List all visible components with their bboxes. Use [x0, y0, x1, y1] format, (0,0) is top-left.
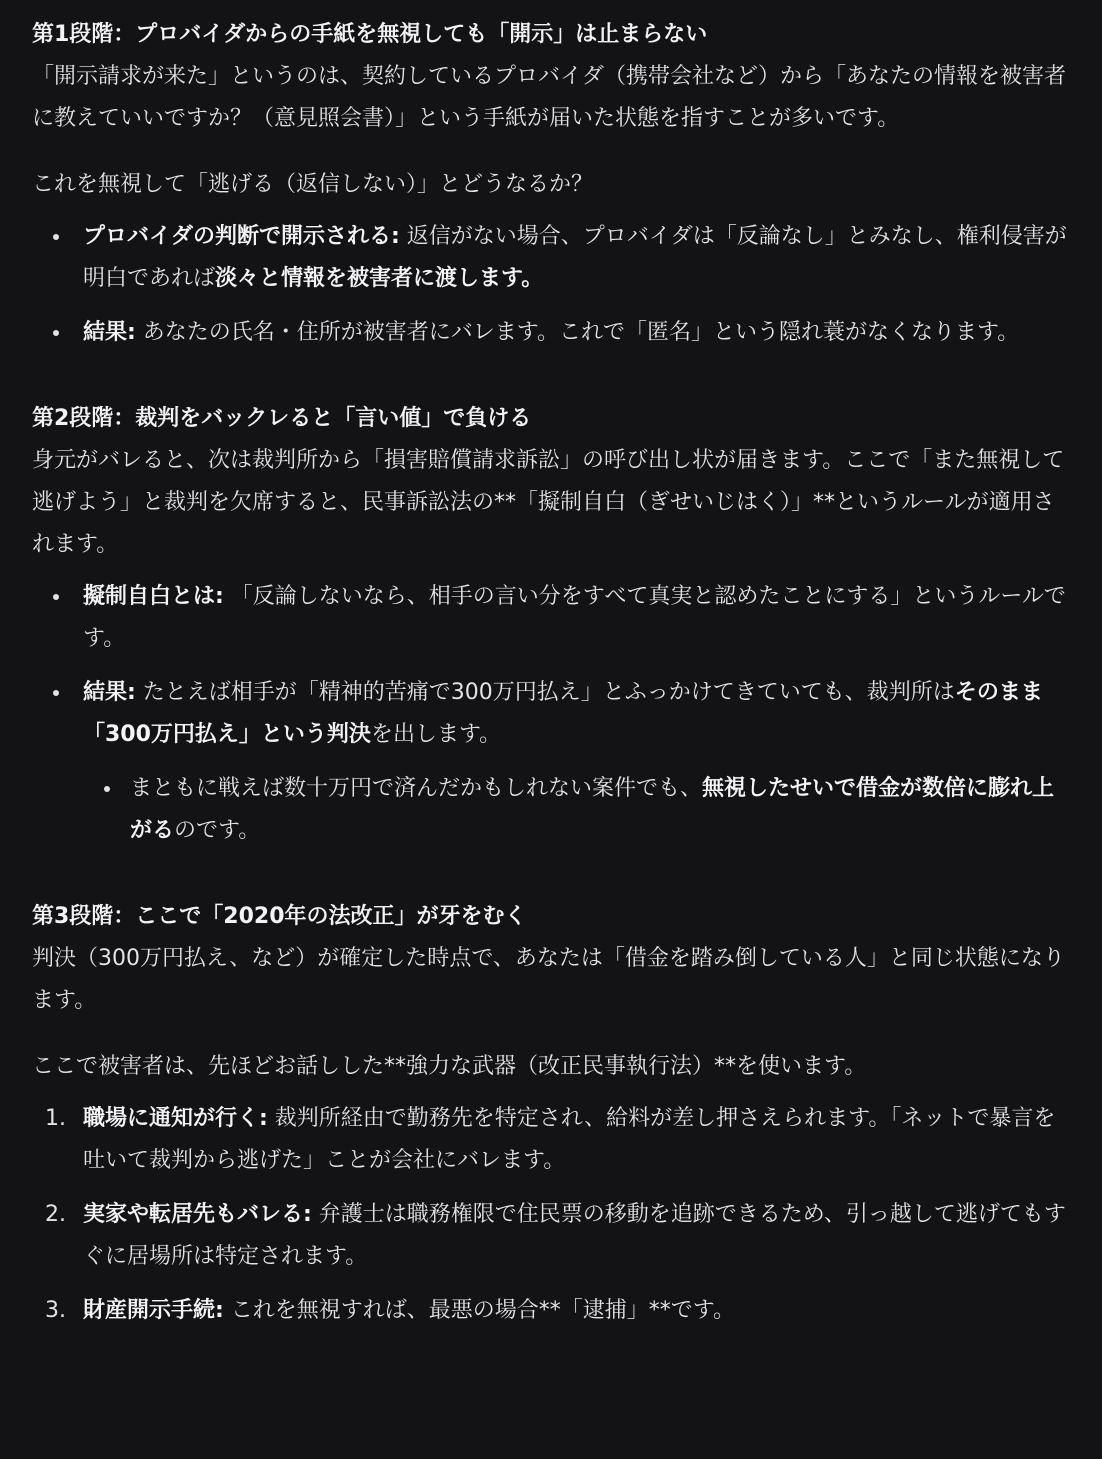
- section1-paragraph-1: 「開示請求が来た」というのは、契約しているプロバイダ（携帯会社など）から「あなたの情報を被害者に教えていいですか？（意見照会書）」という手紙が届いた状態を指すことが多いです。: [32, 64, 1067, 131]
- list-item: [32, 216, 1072, 300]
- item-text: 返信がない場合、プロバイダは「反論なし」とみなし、権利侵害が明白であれば: [83, 224, 1067, 291]
- section3-paragraph-1: 判決（300万円払え、など）が確定した時点で、あなたは「借金を踏み倒している人」と同じ状態になります。: [32, 946, 1065, 1013]
- item-label: 実家や転居先もバレる:: [83, 1202, 312, 1227]
- item-label: 職場に通知が行く:: [83, 1106, 268, 1131]
- item-text: 「反論しないなら、相手の言い分をすべて真実と認めたことにする」というルールです。: [83, 584, 1066, 651]
- item-number: 1.: [45, 1106, 66, 1131]
- list-item: [32, 312, 1072, 354]
- item-text: たとえば相手が「精神的苦痛で300万円払え」とふっかけてきていても、裁判所は: [135, 680, 955, 705]
- list-item: [32, 576, 1072, 660]
- item-text: これを無視すれば、最悪の場合**「逮捕」**です。: [223, 1298, 736, 1323]
- section1-bullet-list: [32, 216, 1072, 354]
- section1-heading: 第1段階：プロバイダからの手紙を無視しても「開示」は止まらない: [32, 22, 708, 47]
- item-label: 財産開示手続:: [83, 1298, 224, 1323]
- item-number: 2.: [45, 1202, 66, 1227]
- item-label: 結果:: [83, 320, 136, 345]
- section1-paragraph-2: これを無視して「逃げる（返信しない）」とどうなるか？: [32, 172, 594, 197]
- item-tail-text: を出します。: [370, 722, 502, 747]
- nested-bullet-list: [83, 768, 1072, 852]
- section2-paragraph-1: 身元がバレると、次は裁判所から「損害賠償請求訴訟」の呼び出し状が届きます。ここで「また無視して逃げよう」と裁判を欠席すると、民事訴訟法の**「擬制自白（ぎせいじはく）」**というルールが適用されます。: [32, 448, 1065, 557]
- item-text: 裁判所経由で勤務先を特定され、給料が差し押さえられます。「ネットで暴言を吐いて裁判から逃げた」ことが会社にバレます。: [83, 1106, 1056, 1173]
- item-bold-text: そのまま「300万円払え」という判決: [83, 680, 1043, 747]
- item-text: 弁護士は職務権限で住民票の移動を追跡できるため、引っ越して逃げてもすぐに居場所は特定されます。: [83, 1202, 1066, 1269]
- nested-item-bold-text: 無視したせいで借金が数倍に膨れ上がる: [130, 776, 1055, 843]
- item-label: プロバイダの判断で開示される:: [83, 224, 400, 249]
- item-label: 擬制自白とは:: [83, 584, 224, 609]
- list-item: [32, 672, 1072, 852]
- section2-bullet-list: [32, 576, 1072, 852]
- section3-numbered-list: [32, 1098, 1072, 1332]
- item-bold-text: 淡々と情報を被害者に渡します。: [215, 266, 544, 291]
- numbered-list-item: [32, 1194, 1072, 1278]
- item-label: 結果:: [83, 680, 136, 705]
- item-text: あなたの氏名・住所が被害者にバレます。これで「匿名」という隠れ蓑がなくなります。: [135, 320, 1020, 345]
- nested-item-text: まともに戦えば数十万円で済んだかもしれない案件でも、: [130, 776, 703, 801]
- nested-item-tail: のです。: [174, 818, 261, 843]
- section3-heading: 第3段階：ここで「2020年の法改正」が牙をむく: [32, 904, 527, 929]
- numbered-list-item: [32, 1290, 1072, 1332]
- nested-list-item: [83, 768, 1072, 852]
- section3-paragraph-2: ここで被害者は、先ほどお話しした**強力な武器（改正民事執行法）**を使います。: [32, 1054, 867, 1079]
- numbered-list-item: [32, 1098, 1072, 1182]
- item-number: 3.: [45, 1298, 66, 1323]
- section2-heading: 第2段階：裁判をバックレると「言い値」で負ける: [32, 406, 532, 431]
